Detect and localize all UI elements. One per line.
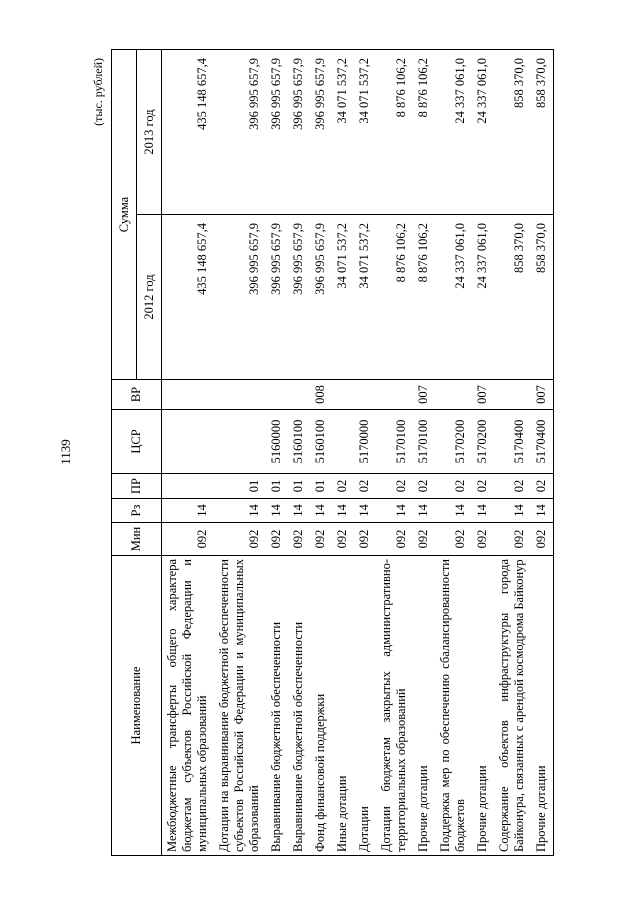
cell-y2013: 8 876 106,2 xyxy=(413,50,435,215)
cell-min: 092 xyxy=(214,523,266,556)
table-row xyxy=(332,50,354,856)
cell-pr: 01 xyxy=(214,474,266,499)
cell-vr xyxy=(214,380,266,410)
cell-pr: 02 xyxy=(435,474,472,499)
table-row xyxy=(162,50,215,856)
cell-pr: 02 xyxy=(332,474,354,499)
table-row xyxy=(354,50,376,856)
header-min: Мин xyxy=(112,523,162,556)
cell-csr: 5170100 xyxy=(413,410,435,474)
cell-name: Межбюджетные трансферты общего характера бюджетам субъектов Российской Федерации и муниципальных образований xyxy=(162,556,215,856)
cell-min: 092 xyxy=(472,523,494,556)
cell-vr xyxy=(494,380,531,410)
cell-y2013: 396 995 657,9 xyxy=(214,50,266,215)
cell-rz: 14 xyxy=(332,499,354,523)
cell-y2012: 396 995 657,9 xyxy=(288,215,310,380)
cell-pr: 02 xyxy=(472,474,494,499)
cell-vr: 007 xyxy=(531,380,554,410)
table-row xyxy=(214,50,266,856)
cell-csr xyxy=(214,410,266,474)
cell-csr: 5170200 xyxy=(472,410,494,474)
cell-pr: 02 xyxy=(413,474,435,499)
cell-csr: 5160100 xyxy=(288,410,310,474)
cell-rz: 14 xyxy=(214,499,266,523)
header-row-1 xyxy=(112,50,137,856)
cell-name: Прочие дотации xyxy=(531,556,554,856)
cell-name: Поддержка мер по обеспечению сбалансированности бюджетов xyxy=(435,556,472,856)
table-row xyxy=(472,50,494,856)
cell-min: 092 xyxy=(354,523,376,556)
header-name: Наименование xyxy=(112,556,162,856)
cell-vr: 008 xyxy=(310,380,332,410)
header-2012: 2012 год xyxy=(137,215,162,380)
units-label: (тыс. рублей) xyxy=(91,58,105,126)
cell-pr: 02 xyxy=(376,474,413,499)
cell-y2012: 396 995 657,9 xyxy=(266,215,288,380)
cell-y2012: 34 071 537,2 xyxy=(354,215,376,380)
cell-csr: 5160000 xyxy=(266,410,288,474)
table-row xyxy=(310,50,332,856)
cell-y2013: 24 337 061,0 xyxy=(435,50,472,215)
cell-y2012: 8 876 106,2 xyxy=(413,215,435,380)
header-2013: 2013 год xyxy=(137,50,162,215)
cell-name: Прочие дотации xyxy=(413,556,435,856)
cell-csr xyxy=(332,410,354,474)
cell-csr xyxy=(162,410,215,474)
cell-csr: 5170200 xyxy=(435,410,472,474)
cell-rz: 14 xyxy=(376,499,413,523)
cell-name: Дотации xyxy=(354,556,376,856)
cell-y2013: 396 995 657,9 xyxy=(310,50,332,215)
cell-pr: 01 xyxy=(288,474,310,499)
cell-y2012: 396 995 657,9 xyxy=(310,215,332,380)
rotated-page-content xyxy=(89,36,563,856)
cell-y2012: 396 995 657,9 xyxy=(214,215,266,380)
cell-min: 092 xyxy=(332,523,354,556)
cell-pr: 02 xyxy=(354,474,376,499)
table-row xyxy=(435,50,472,856)
cell-y2012: 858 370,0 xyxy=(494,215,531,380)
cell-y2013: 435 148 657,4 xyxy=(162,50,215,215)
cell-name: Прочие дотации xyxy=(472,556,494,856)
table-body xyxy=(162,50,554,856)
cell-name: Выравнивание бюджетной обеспеченности xyxy=(288,556,310,856)
table-row xyxy=(531,50,554,856)
cell-y2012: 24 337 061,0 xyxy=(472,215,494,380)
cell-vr xyxy=(354,380,376,410)
cell-csr: 5170400 xyxy=(494,410,531,474)
cell-pr: 01 xyxy=(266,474,288,499)
cell-vr xyxy=(288,380,310,410)
header-csr: ЦСР xyxy=(112,410,162,474)
header-rz: Рз xyxy=(112,499,162,523)
cell-name: Содержание объектов инфраструктуры города Байконура, связанных с арендой космодрома Байконур xyxy=(494,556,531,856)
cell-name: Дотации на выравнивание бюджетной обеспеченности субъектов Российской Федерации и муниципальных образований xyxy=(214,556,266,856)
table-row xyxy=(288,50,310,856)
cell-min: 092 xyxy=(435,523,472,556)
cell-rz: 14 xyxy=(531,499,554,523)
cell-y2012: 24 337 061,0 xyxy=(435,215,472,380)
table-row xyxy=(413,50,435,856)
cell-csr: 5170000 xyxy=(354,410,376,474)
page-number: 1139 xyxy=(58,439,73,465)
cell-min: 092 xyxy=(162,523,215,556)
cell-rz: 14 xyxy=(310,499,332,523)
cell-y2013: 24 337 061,0 xyxy=(472,50,494,215)
table-row xyxy=(494,50,531,856)
cell-y2013: 858 370,0 xyxy=(494,50,531,215)
cell-vr: 007 xyxy=(472,380,494,410)
cell-vr xyxy=(162,380,215,410)
cell-rz: 14 xyxy=(435,499,472,523)
cell-pr: 02 xyxy=(494,474,531,499)
cell-rz: 14 xyxy=(162,499,215,523)
cell-vr: 007 xyxy=(413,380,435,410)
cell-rz: 14 xyxy=(472,499,494,523)
cell-rz: 14 xyxy=(266,499,288,523)
cell-csr: 5170400 xyxy=(531,410,554,474)
cell-pr: 02 xyxy=(531,474,554,499)
cell-min: 092 xyxy=(266,523,288,556)
cell-name: Дотации бюджетам закрытых административно-территориальных образований xyxy=(376,556,413,856)
cell-min: 092 xyxy=(310,523,332,556)
cell-name: Иные дотации xyxy=(332,556,354,856)
cell-y2012: 34 071 537,2 xyxy=(332,215,354,380)
cell-csr: 5160100 xyxy=(310,410,332,474)
cell-rz: 14 xyxy=(413,499,435,523)
cell-min: 092 xyxy=(413,523,435,556)
cell-min: 092 xyxy=(376,523,413,556)
cell-min: 092 xyxy=(288,523,310,556)
cell-y2013: 396 995 657,9 xyxy=(266,50,288,215)
cell-rz: 14 xyxy=(288,499,310,523)
budget-table xyxy=(111,49,554,856)
cell-name: Выравнивание бюджетной обеспеченности xyxy=(266,556,288,856)
cell-min: 092 xyxy=(494,523,531,556)
cell-y2013: 858 370,0 xyxy=(531,50,554,215)
cell-vr xyxy=(376,380,413,410)
cell-y2013: 396 995 657,9 xyxy=(288,50,310,215)
cell-rz: 14 xyxy=(494,499,531,523)
cell-pr: 01 xyxy=(310,474,332,499)
cell-vr xyxy=(266,380,288,410)
cell-vr xyxy=(435,380,472,410)
cell-vr xyxy=(332,380,354,410)
table-row xyxy=(376,50,413,856)
cell-y2012: 858 370,0 xyxy=(531,215,554,380)
cell-min: 092 xyxy=(531,523,554,556)
cell-rz: 14 xyxy=(354,499,376,523)
cell-y2013: 34 071 537,2 xyxy=(332,50,354,215)
cell-y2013: 34 071 537,2 xyxy=(354,50,376,215)
table-row xyxy=(266,50,288,856)
cell-y2013: 8 876 106,2 xyxy=(376,50,413,215)
header-sum: Сумма xyxy=(112,50,137,380)
cell-pr xyxy=(162,474,215,499)
cell-csr: 5170100 xyxy=(376,410,413,474)
header-pr: ПР xyxy=(112,474,162,499)
cell-name: Фонд финансовой поддержки xyxy=(310,556,332,856)
cell-y2012: 435 148 657,4 xyxy=(162,215,215,380)
header-vr: ВР xyxy=(112,380,162,410)
cell-y2012: 8 876 106,2 xyxy=(376,215,413,380)
